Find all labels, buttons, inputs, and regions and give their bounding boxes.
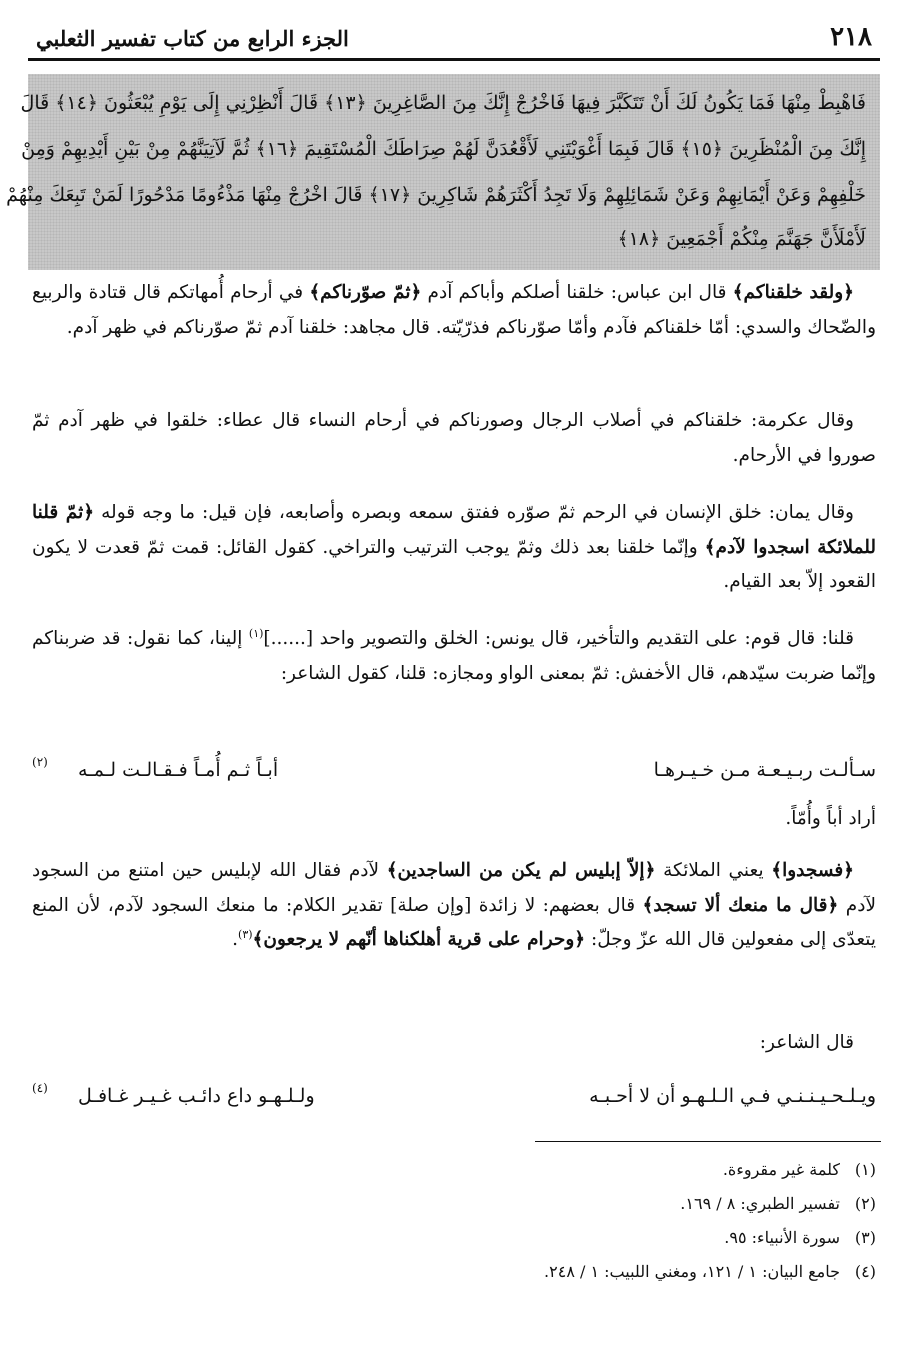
- hemistich-left: ولـلـهـو داع دائـب غـيـر غـافـل: [78, 1085, 315, 1107]
- footnote-ref[interactable]: (١): [248, 626, 264, 640]
- quote: ﴿وحرام على قرية أهلكناها أنّهم لا يرجعون﴾: [252, 929, 586, 950]
- quran-line: خَلْفِهِمْ وَعَنْ أَيْمَانِهِمْ وَعَنْ شَمَائِلِهِمْ وَلَا تَجِدُ أَكْثَرَهُمْ شَاكِرِينَ ﴿١٧﴾ قَالَ اخْرُجْ مِنْهَا مَذْءُومًا مَدْحُورًا لَمَنْ تَبِعَكَ مِنْهُمْ: [6, 184, 866, 206]
- hemistich-right: سـألـت ربـيـعـة مـن خـيـرهـا: [653, 759, 876, 781]
- footnote-number: (٢): [854, 1194, 876, 1213]
- footnote-text: تفسير الطبري: ٨ / ١٦٩.: [680, 1194, 840, 1213]
- paragraph: [32, 496, 876, 600]
- page-number: ٢١٨: [830, 22, 872, 52]
- text: وقال يمان: خلق الإنسان في الرحم ثمّ صوّره ففتق سمعه وبصره وأصابعه، فإن قيل: ما وجه قوله: [94, 502, 854, 523]
- footnote-separator: [535, 1141, 881, 1142]
- paragraph: وقال عكرمة: خلقناكم في أصلاب الرجال وصورناكم في أرحام النساء قال عطاء: خلقوا في ظهر آدم ثمّ صوروا في الأرحام.: [32, 410, 876, 466]
- quran-verses-box: [6, 74, 880, 270]
- quote: ﴿ثمّ صوّرناكم﴾: [309, 282, 422, 303]
- footnote: [32, 1190, 876, 1218]
- footnote-ref[interactable]: (٣): [238, 927, 253, 941]
- footnote-text: جامع البيان: ١ / ١٢١، ومغني اللبيب: ١ / ٢٤٨.: [544, 1262, 840, 1281]
- footnote-ref[interactable]: (٤): [32, 1081, 48, 1095]
- quran-line: لَأَمْلَأَنَّ جَهَنَّمَ مِنْكُمْ أَجْمَعِينَ ﴿١٨﴾: [617, 228, 866, 250]
- text: .: [232, 929, 239, 950]
- footnote-number: (١): [854, 1160, 876, 1179]
- footnote: [32, 1258, 876, 1286]
- paragraph: أراد أباً وأُمّاً.: [785, 808, 876, 829]
- page-header: [28, 16, 880, 61]
- footnote-text: سورة الأنبياء: ٩٥.: [724, 1228, 840, 1247]
- poetry-verse: [32, 1078, 876, 1114]
- footnote-ref[interactable]: (٢): [32, 755, 48, 769]
- quran-line: إِنَّكَ مِنَ الْمُنْظَرِينَ ﴿١٥﴾ قَالَ فَبِمَا أَغْوَيْتَنِي لَأَقْعُدَنَّ لَهُمْ صِرَاطَكَ الْمُسْتَقِيمَ ﴿١٦﴾ ثُمَّ لَآتِيَنَّهُمْ مِنْ بَيْنِ أَيْدِيهِمْ وَمِنْ: [21, 138, 866, 160]
- quote: ﴿قال ما منعك ألا تسجد﴾: [642, 894, 839, 916]
- paragraph: [32, 622, 876, 691]
- poetry-verse: [32, 752, 876, 788]
- footnote: [32, 1156, 876, 1184]
- text: قال ابن عباس: خلقنا أصلكم وأباكم آدم: [421, 282, 733, 303]
- text: لآدم فقال الله لإبليس حين امتنع من السجود لآدم: [32, 860, 876, 916]
- hemistich-right: ويـلـحـيـنـنـي فـي الـلـهـو أن لا أحـبـه: [589, 1085, 876, 1107]
- quran-line: فَاهْبِطْ مِنْهَا فَمَا يَكُونُ لَكَ أَنْ تَتَكَبَّرَ فِيهَا فَاخْرُجْ إِنَّكَ مِنَ الصَّاغِرِينَ ﴿١٣﴾ قَالَ أَنْظِرْنِي إِلَى يَوْمِ يُبْعَثُونَ ﴿١٤﴾ قَالَ: [20, 92, 866, 114]
- quote: ﴿ولقد خلقناكم﴾: [732, 282, 854, 303]
- text: قلنا: قال قوم: على التقديم والتأخير، قال يونس: الخلق والتصوير واحد [......]: [263, 628, 854, 649]
- footnote: [32, 1224, 876, 1252]
- paragraph: [32, 854, 876, 958]
- text: إلينا، كما نقول: قد ضربناكم وإنّما ضربت سيّدهم، قال الأخفش: ثمّ بمعنى الواو ومجازه: قلنا، كقول الشاعر:: [32, 628, 876, 684]
- quote: ﴿ثمّ قلنا للملائكة اسجدوا لآدم﴾: [32, 502, 876, 558]
- running-title: الجزء الرابع من كتاب تفسير الثعلبي: [36, 26, 349, 51]
- quote: ﴿فسجدوا﴾: [771, 860, 855, 881]
- footnote-number: (٣): [854, 1228, 876, 1247]
- paragraph: قال الشاعر:: [759, 1032, 854, 1053]
- text: في أرحام أُمهاتكم قال قتادة والربيع والضّحاك والسدي: أمّا خلقناكم فآدم وأمّا صوّرناكم فذرّيّته. قال مجاهد: خلقنا آدم ثمّ صوّرناكم في ظهر آدم.: [32, 282, 876, 338]
- text: قال بعضهم: لا زائدة [وإن صلة] تقدير الكلام: ما منعك السجود لآدم، لأن المنع يتعدّى إلى مفعولين قال الله عزّ وجلّ:: [32, 894, 876, 950]
- footnote-number: (٤): [854, 1262, 876, 1281]
- paragraph: [32, 276, 876, 345]
- quote: ﴿إلاّ إبليس لم يكن من الساجدين﴾: [386, 860, 656, 881]
- text: وإنّما خلقنا بعد ذلك وثمّ يوجب الترتيب والتراخي. كقول القائل: قمت ثمّ قعدت لا يكون القعود إلاّ بعد القيام.: [32, 536, 876, 592]
- footnote-text: كلمة غير مقروءة.: [722, 1160, 840, 1179]
- text: يعني الملائكة: [655, 860, 772, 881]
- hemistich-left: أبـاً ثـم أُمـاً فـقـالـت لـمـه: [78, 759, 279, 781]
